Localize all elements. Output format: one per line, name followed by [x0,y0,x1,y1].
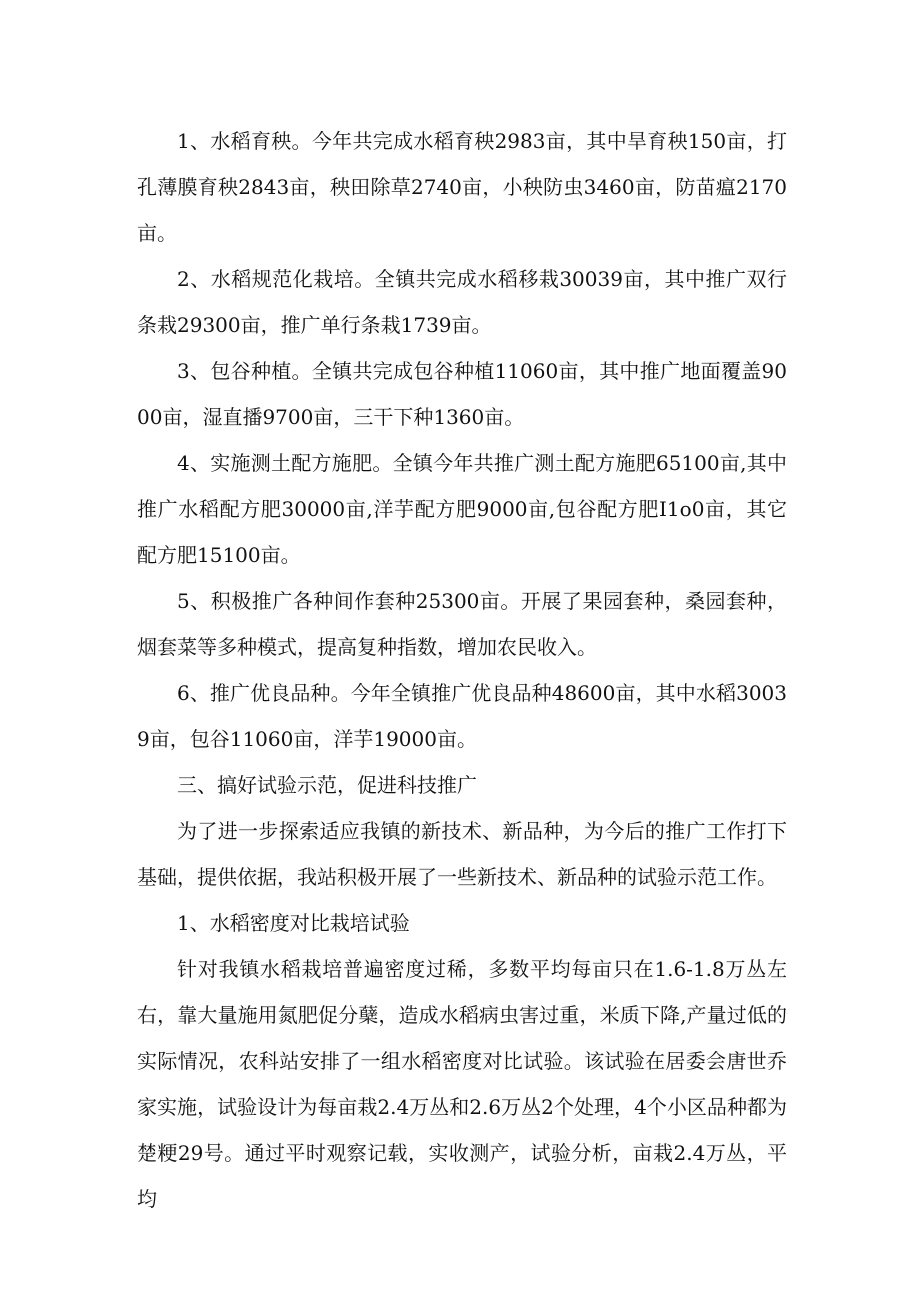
paragraph-trial-intro: 为了进一步探索适应我镇的新技术、新品种，为今后的推广工作打下基础，提供依据，我站积极开展了一些新技术、新品种的试验示范工作。 [137,819,787,889]
paragraph-density-trial: 针对我镇水稻栽培普遍密度过稀，多数平均每亩只在1.6-1.8万丛左右，靠大量施用氮肥促分蘖，造成水稻病虫害过重，米质下降,产量过低的实际情况，农科站安排了一组水稻密度对比试验。该试验在居委会唐世乔家实施，试验设计为每亩栽2.4万丛和2.6万丛2个处理，4个小区品种都为楚粳29号。通过平时观察记载，实收测产，试验分析，亩栽2.4万丛，平均 [137,957,787,1211]
paragraph-rice-cultivation: 2、水稻规范化栽培。全镇共完成水稻移栽30039亩，其中推广双行条栽29300亩，推广单行条栽1739亩。 [137,267,787,337]
paragraph-rice-seedling: 1、水稻育秧。今年共完成水稻育秧2983亩，其中旱育秧150亩，打孔薄膜育秧2843亩，秧田除草2740亩，小秧防虫3460亩，防苗瘟2170亩。 [137,129,787,245]
section-heading: 三、搞好试验示范，促进科技推广 [177,773,477,797]
paragraph-intercropping: 5、积极推广各种间作套种25300亩。开展了果园套种，桑园套种，烟套菜等多种模式，提高复种指数，增加农民收入。 [137,589,787,659]
subsection-heading: 1、水稻密度对比栽培试验 [177,911,410,935]
document-body [137,118,787,1222]
paragraph-fine-varieties: 6、推广优良品种。今年全镇推广优良品种48600亩，其中水稻30039亩，包谷11060亩，洋芋19000亩。 [137,681,787,751]
paragraph-corn-planting: 3、包谷种植。全镇共完成包谷种植11060亩，其中推广地面覆盖9000亩，湿直播9700亩，三干下种1360亩。 [137,359,787,429]
paragraph-soil-fertilizer: 4、实施测土配方施肥。全镇今年共推广测土配方施肥65100亩,其中推广水稻配方肥30000亩,洋芋配方肥9000亩,包谷配方肥I1o0亩，其它配方肥15100亩。 [137,451,787,567]
